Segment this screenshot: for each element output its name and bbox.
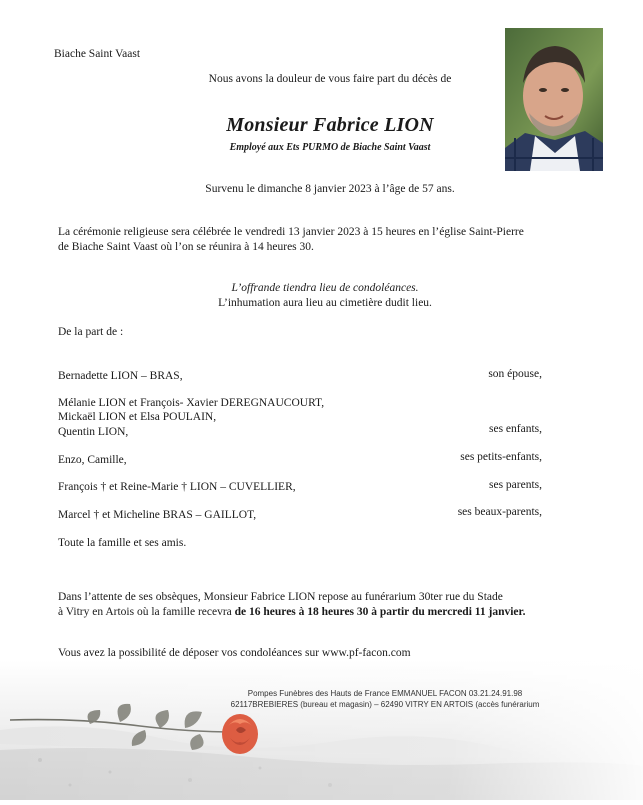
burial-text: L’inhumation aura lieu au cimetière dudit lieu.	[218, 297, 432, 309]
family-all: Toute la famille et ses amis.	[58, 537, 187, 549]
from-label: De la part de :	[58, 326, 124, 338]
rest-line-1: Dans l’attente de ses obsèques, Monsieur Fabrice LION repose au funérarium 30ter rue du Stade	[58, 591, 503, 603]
rest-line-2-prefix: à Vitry en Artois où la famille recevra	[58, 606, 235, 618]
funeral-home-line-1: Pompes Funèbres des Hauts de France EMMANUEL FACON 03.21.24.91.98	[247, 689, 523, 698]
ceremony-line-1: La cérémonie religieuse sera célébrée le vendredi 13 janvier 2023 à 15 heures en l’église Saint-Pierre	[58, 226, 524, 238]
deceased-job: Employé aux Ets PURMO de Biache Saint Vaast	[229, 142, 431, 153]
spouse-names: Bernadette LION – BRAS,	[58, 370, 183, 382]
grandchildren-names: Enzo, Camille,	[58, 454, 127, 466]
ceremony-line-2: de Biache Saint Vaast où l’on se réunira à 14 heures 30.	[58, 241, 314, 253]
rest-text	[58, 590, 598, 620]
location-text: Biache Saint Vaast	[54, 48, 141, 60]
funeral-home-info	[190, 688, 580, 710]
deceased-name: Monsieur Fabrice LION	[226, 114, 434, 136]
rest-line-2-bold: de 16 heures à 18 heures 30 à partir du mercredi 11 janvier.	[234, 606, 526, 618]
rest-line-2	[58, 605, 598, 620]
death-notice: Survenu le dimanche 8 janvier 2023 à l’âge de 57 ans.	[205, 183, 455, 195]
offering-text: L’offrande tiendra lieu de condoléances.	[231, 282, 419, 294]
parents-names: François † et Reine-Marie † LION – CUVELLIER,	[58, 481, 296, 493]
funeral-home-line-2: 62117BREBIERES (bureau et magasin) – 62490 VITRY EN ARTOIS (accès funérarium	[230, 700, 540, 709]
intro-text: Nous avons la douleur de vous faire part du décès de	[208, 73, 452, 85]
in-laws-names: Marcel † et Micheline BRAS – GAILLOT,	[58, 509, 257, 521]
spouse-relation: son épouse,	[488, 368, 542, 380]
children-line-1: Mélanie LION et François- Xavier DEREGNAUCOURT,	[58, 397, 325, 409]
in-laws-relation: ses beaux-parents,	[457, 506, 542, 518]
children-line-3: Quentin LION,	[58, 426, 129, 438]
condolences-text: Vous avez la possibilité de déposer vos condoléances sur www.pf-facon.com	[58, 647, 411, 659]
children-line-2: Mickaël LION et Elsa POULAIN,	[58, 411, 217, 423]
children-relation: ses enfants,	[488, 423, 542, 435]
grandchildren-relation: ses petits-enfants,	[460, 451, 542, 463]
rose-on-beach-image	[0, 660, 643, 800]
portrait-photo	[505, 28, 603, 171]
parents-relation: ses parents,	[488, 479, 542, 491]
ceremony-text	[58, 225, 578, 255]
